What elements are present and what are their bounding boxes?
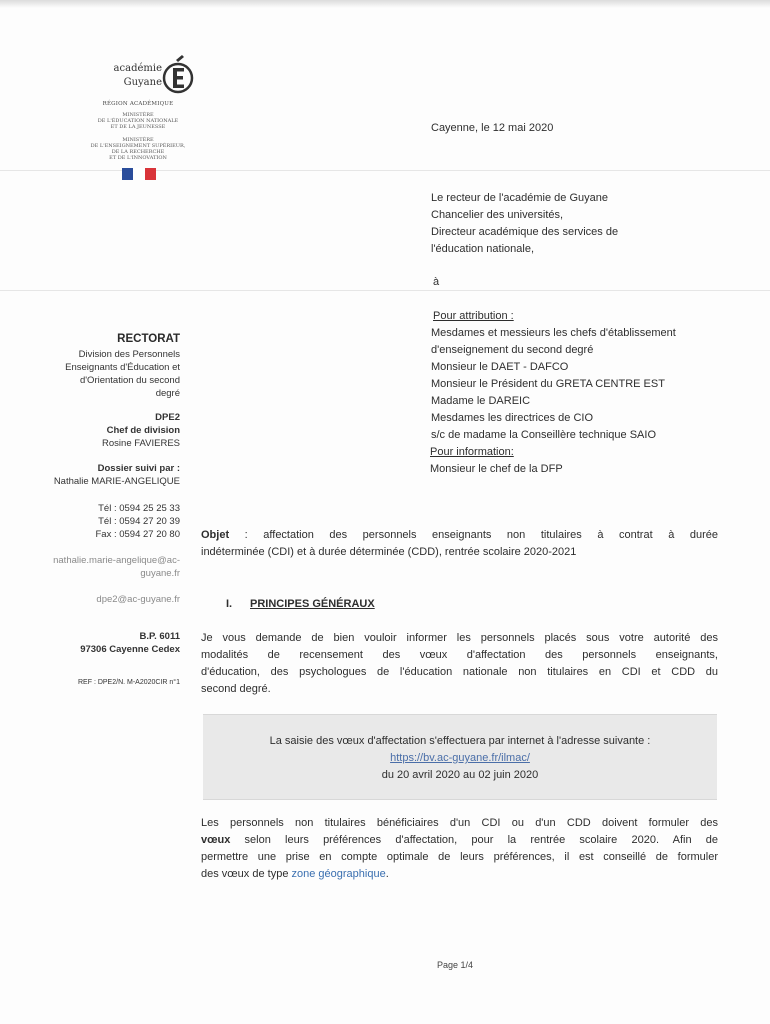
para2-line: Les personnels non titulaires bénéficiaires d'un CDI ou d'un CDD doivent formuler des [201, 817, 718, 829]
zone-geographique-text: zone géographique [291, 868, 386, 880]
para2-line: permettre une prise en compte optimale de leurs préférences, il est conseillé de formuler [201, 851, 718, 863]
email-block [20, 554, 180, 580]
divider [0, 290, 770, 291]
flag-band-red [145, 168, 156, 180]
objet-block [201, 527, 718, 561]
para1-line: d'éducation, des psychologues de l'éducation nationale non titulaires en CDI et CDD du [201, 666, 718, 678]
email-link-cont[interactable]: guyane.fr [140, 568, 180, 579]
logo-academie-text: académie [113, 63, 162, 74]
division-block [20, 348, 180, 400]
para2-line: selon leurs préférences d'affectation, pour la rentrée scolaire 2020. Afin de [230, 834, 718, 846]
sender-line: l'éducation nationale, [431, 243, 535, 255]
divider [0, 170, 770, 171]
recipient-line: Madame le DAREIC [431, 395, 531, 407]
fax: Fax : 0594 27 20 80 [95, 529, 180, 540]
information-label: Pour information: [430, 446, 514, 458]
para2-period: . [385, 868, 389, 880]
paragraph-1 [201, 630, 718, 698]
box-line: La saisie des vœux d'affectation s'effectuera par internet à l'adresse suivante : [269, 735, 651, 747]
division-line: d'Orientation du second [79, 375, 180, 386]
city-label: 97306 Cayenne Cedex [80, 644, 180, 655]
academie-logo [112, 52, 192, 100]
division-line: Enseignants d'Éducation et [65, 362, 180, 373]
recipient-line: Monsieur le chef de la DFP [430, 463, 563, 475]
para1-line: modalités de recensement des vœux d'affectation des personnels enseignants, [201, 649, 718, 661]
ref-label: REF : DPE2/N. M-A2020CIR n°1 [78, 679, 180, 686]
republic-flag [122, 168, 156, 180]
a-line: à [433, 276, 440, 288]
dpe-label: DPE2 [155, 412, 180, 423]
sender-line: Directeur académique des services de [431, 226, 619, 238]
recipient-line: Monsieur le Président du GRETA CENTRE EST [431, 378, 665, 390]
page-number: Page 1/4 [436, 960, 474, 970]
division-line: Division des Personnels [78, 349, 180, 360]
email-link[interactable]: nathalie.marie-angelique@ac- [53, 555, 180, 566]
dossier-name: Nathalie MARIE-ANGELIQUE [53, 476, 180, 487]
info-box [203, 714, 717, 800]
dossier-label: Dossier suivi par : [97, 463, 180, 474]
flag-band-white [133, 168, 144, 180]
objet-text: : affectation des personnels enseignants non titulaires à contrat à durée [229, 529, 718, 541]
sender-line: Le recteur de l'académie de Guyane [431, 192, 608, 204]
recipient-line: Monsieur le DAET - DAFCO [431, 361, 569, 373]
recipient-line: Mesdames et messieurs les chefs d'établissement [431, 327, 676, 339]
ministry-education: MINISTÈRE DE L'ÉDUCATION NATIONALE ET DE LA JEUNESSE [97, 112, 179, 130]
recipient-line: s/c de madame la Conseillère technique SAIO [431, 429, 657, 441]
email-block-2 [20, 593, 180, 606]
sender-line: Chancelier des universités, [431, 209, 564, 221]
para1-line: Je vous demande de bien vouloir informer les personnels placés sous votre autorité des [201, 632, 718, 644]
address-block [20, 630, 180, 656]
attribution-label: Pour attribution : [433, 310, 514, 322]
ilmac-link[interactable]: https://bv.ac-guyane.fr/ilmac/ [390, 752, 530, 764]
logo-guyane-text: Guyane [123, 77, 162, 88]
section-number: I. [226, 598, 233, 610]
logo-e-mark [162, 52, 194, 100]
recipient-line: d'enseignement du second degré [431, 344, 594, 356]
recipient-line: Mesdames les directrices de CIO [431, 412, 593, 424]
scan-edge [0, 0, 770, 8]
ministry-higher-education: MINISTÈRE DE L'ENSEIGNEMENT SUPÉRIEUR, DE LA RECHERCHE ET DE L'INNOVATION [90, 137, 186, 161]
rectorat-heading: RECTORAT [117, 333, 180, 345]
paragraph-2 [201, 815, 718, 883]
chef-name: Rosine FAVIERES [102, 438, 180, 449]
email-link-dpe2[interactable]: dpe2@ac-guyane.fr [96, 594, 180, 605]
bp-label: B.P. 6011 [139, 631, 180, 642]
contact-block [20, 502, 180, 541]
dpe-block [20, 411, 180, 450]
para2-line: des vœux de type [201, 868, 292, 880]
box-dates: du 20 avril 2020 au 02 juin 2020 [381, 769, 539, 781]
para1-line: second degré. [201, 683, 271, 695]
division-line: degré [155, 388, 180, 399]
dossier-block [20, 462, 180, 488]
phone-2: Tél : 0594 27 20 39 [98, 516, 180, 527]
flag-band-blue [122, 168, 133, 180]
objet-label: Objet [201, 529, 230, 541]
section-title: PRINCIPES GÉNÉRAUX [250, 598, 375, 610]
region-label: RÉGION ACADÉMIQUE [102, 101, 174, 107]
objet-text-2: indéterminée (CDI) et à durée déterminée (CDD), rentrée scolaire 2020-2021 [201, 546, 577, 558]
phone-1: Tél : 0594 25 25 33 [98, 503, 180, 514]
chef-label: Chef de division [106, 425, 180, 436]
voeux-bold: vœux [201, 834, 231, 846]
date-line: Cayenne, le 12 mai 2020 [431, 122, 554, 134]
